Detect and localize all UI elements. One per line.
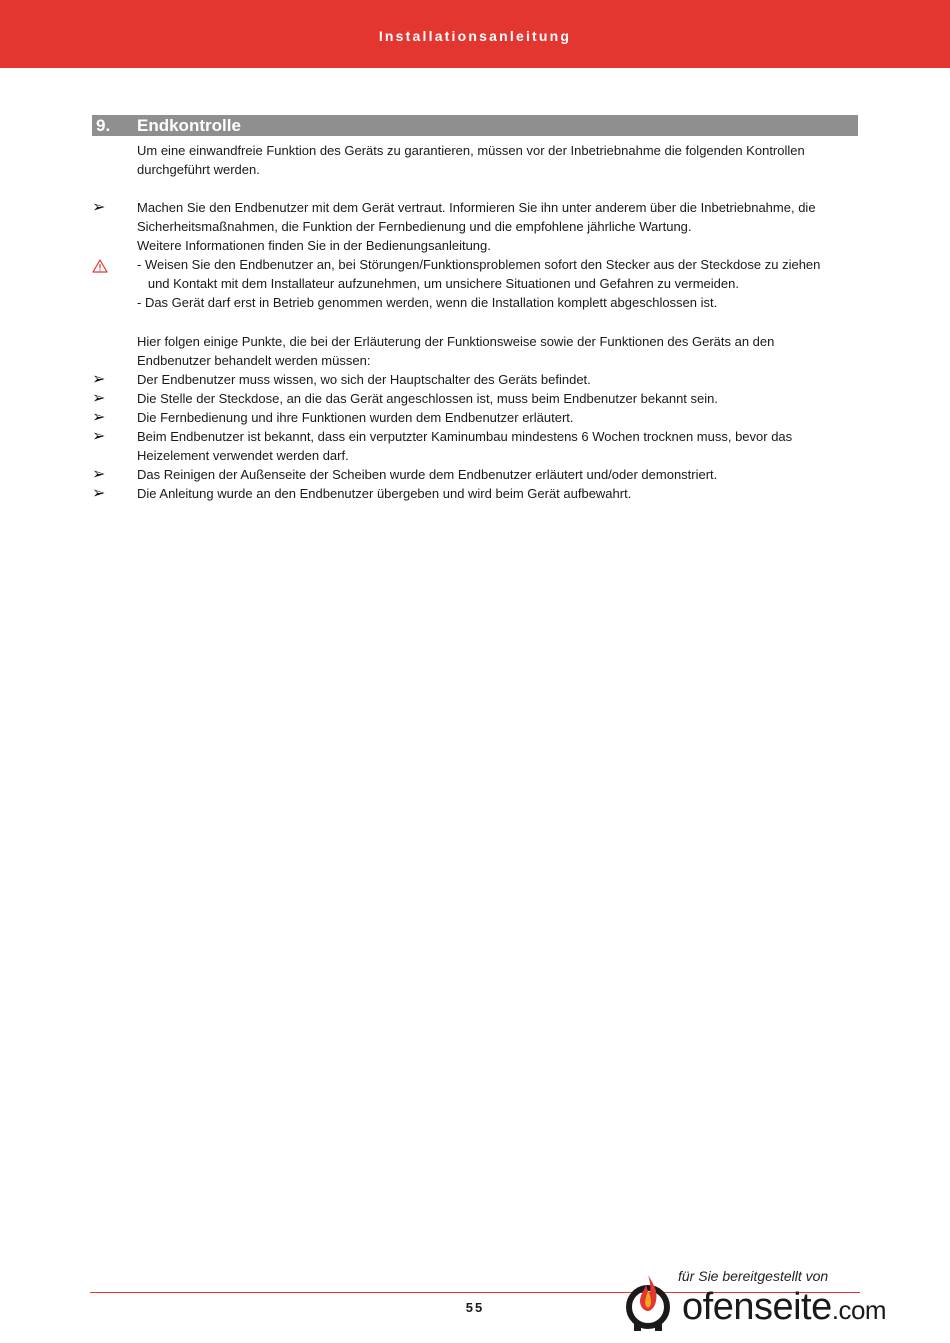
list-item-line: Weitere Informationen finden Sie in der Bedienungsanleitung. <box>137 238 491 253</box>
brand-name <box>682 1284 886 1333</box>
paragraph-line: Hier folgen einige Punkte, die bei der Erläuterung der Funktionsweise sowie der Funktionen des Geräts an den <box>137 334 775 349</box>
warning-triangle-icon <box>92 259 108 273</box>
arrowhead-bullet-icon: ➢ <box>92 390 106 407</box>
arrowhead-bullet-icon: ➢ <box>92 371 106 388</box>
flame-logo-icon <box>624 1273 672 1331</box>
header-title: Installationsanleitung <box>378 28 572 44</box>
section-number: 9. <box>96 116 111 135</box>
list-item: Die Fernbedienung und ihre Funktionen wurden dem Endbenutzer erläutert. <box>137 410 574 425</box>
list-item: Beim Endbenutzer ist bekannt, dass ein verputzter Kaminumbau mindestens 6 Wochen trocknen muss, bevor das <box>137 429 793 444</box>
list-item-continuation: Heizelement verwendet werden darf. <box>137 448 349 463</box>
list-item: Das Reinigen der Außenseite der Scheiben wurde dem Endbenutzer erläutert und/oder demonstriert. <box>137 467 718 482</box>
section-heading <box>92 115 858 136</box>
arrowhead-bullet-icon: ➢ <box>92 428 106 445</box>
brand-name-text: ofenseite <box>682 1286 832 1328</box>
section-title: Endkontrolle <box>137 116 241 135</box>
arrowhead-bullet-icon: ➢ <box>92 466 106 483</box>
list-item: Die Stelle der Steckdose, an die das Gerät angeschlossen ist, muss beim Endbenutzer bekannt sein. <box>137 391 718 406</box>
paragraph-line: Endbenutzer behandelt werden müssen: <box>137 353 371 368</box>
warning-line: und Kontakt mit dem Installateur aufzunehmen, um unsichere Situationen und Gefahren zu vermeiden. <box>137 276 739 291</box>
arrowhead-bullet-icon: ➢ <box>92 485 106 502</box>
arrowhead-bullet-icon: ➢ <box>92 409 106 426</box>
arrowhead-bullet-icon: ➢ <box>92 199 106 216</box>
list-item: Die Anleitung wurde an den Endbenutzer übergeben und wird beim Gerät aufbewahrt. <box>137 486 632 501</box>
brand-tagline: für Sie bereitgestellt von <box>678 1268 829 1284</box>
intro-line: durchgeführt werden. <box>137 162 260 177</box>
warning-line: - Das Gerät darf erst in Betrieb genommen werden, wenn die Installation komplett abgeschlossen ist. <box>137 295 718 310</box>
list-item-line: Machen Sie den Endbenutzer mit dem Gerät vertraut. Informieren Sie ihn unter anderem über die Inbetriebnahme, die <box>137 200 816 215</box>
brand-tld: .com <box>831 1295 887 1325</box>
intro-line: Um eine einwandfreie Funktion des Geräts zu garantieren, müssen vor der Inbetriebnahme die folgenden Kontrollen <box>137 143 805 158</box>
page-number: 55 <box>465 1300 485 1315</box>
list-item: Der Endbenutzer muss wissen, wo sich der Hauptschalter des Geräts befindet. <box>137 372 591 387</box>
list-item-line: Sicherheitsmaßnahmen, die Funktion der Fernbedienung und die empfohlene jährliche Wartung. <box>137 219 692 234</box>
warning-line: - Weisen Sie den Endbenutzer an, bei Störungen/Funktionsproblemen sofort den Stecker aus der Steckdose zu ziehen <box>137 257 821 272</box>
